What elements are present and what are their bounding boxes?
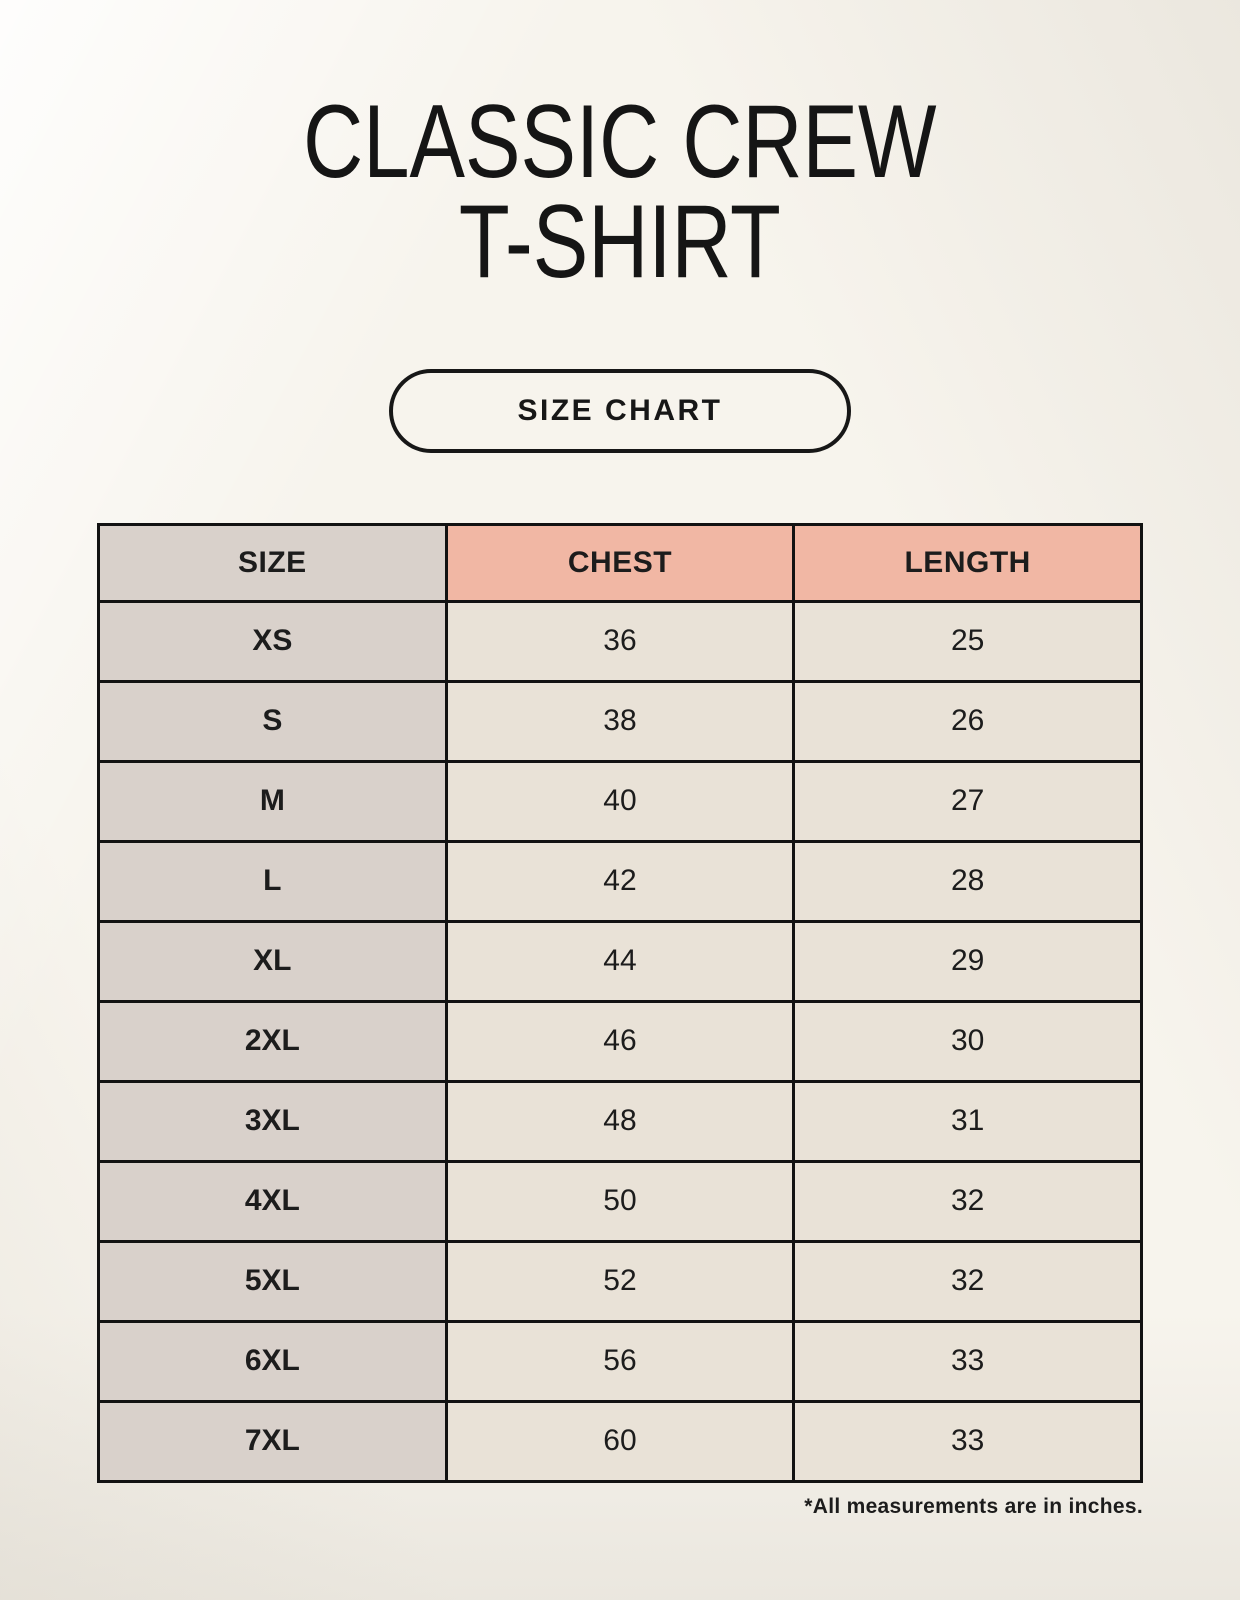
page-title-line-2: T-SHIRT: [458, 184, 782, 301]
table-row: [99, 1321, 1142, 1401]
length-cell: 32: [794, 1241, 1142, 1321]
column-header-chest: CHEST: [446, 524, 794, 601]
chest-cell: 36: [446, 601, 794, 681]
column-header-size: SIZE: [99, 524, 447, 601]
size-cell: M: [99, 761, 447, 841]
column-header-length: LENGTH: [794, 524, 1142, 601]
length-cell: 33: [794, 1321, 1142, 1401]
table-row: [99, 601, 1142, 681]
measurements-footnote: *All measurements are in inches.: [804, 1494, 1143, 1518]
table-row: [99, 921, 1142, 1001]
size-cell: 2XL: [99, 1001, 447, 1081]
size-cell: 4XL: [99, 1161, 447, 1241]
length-cell: 26: [794, 681, 1142, 761]
chest-cell: 52: [446, 1241, 794, 1321]
size-table-header: [99, 524, 1142, 601]
page-title: [303, 84, 937, 301]
table-row: [99, 1401, 1142, 1481]
chest-cell: 46: [446, 1001, 794, 1081]
size-cell: 3XL: [99, 1081, 447, 1161]
chest-cell: 40: [446, 761, 794, 841]
chest-cell: 48: [446, 1081, 794, 1161]
length-cell: 32: [794, 1161, 1142, 1241]
length-cell: 30: [794, 1001, 1142, 1081]
table-row: [99, 841, 1142, 921]
size-table: [97, 523, 1143, 1483]
header-row: [99, 524, 1142, 601]
table-row: [99, 1241, 1142, 1321]
length-cell: 29: [794, 921, 1142, 1001]
size-cell: XS: [99, 601, 447, 681]
length-cell: 27: [794, 761, 1142, 841]
chest-cell: 42: [446, 841, 794, 921]
size-cell: S: [99, 681, 447, 761]
length-cell: 28: [794, 841, 1142, 921]
table-row: [99, 761, 1142, 841]
chest-cell: 56: [446, 1321, 794, 1401]
chest-cell: 60: [446, 1401, 794, 1481]
length-cell: 25: [794, 601, 1142, 681]
table-row: [99, 681, 1142, 761]
size-cell: XL: [99, 921, 447, 1001]
table-row: [99, 1081, 1142, 1161]
size-cell: L: [99, 841, 447, 921]
size-cell: 6XL: [99, 1321, 447, 1401]
size-table-body: [99, 601, 1142, 1481]
table-row: [99, 1161, 1142, 1241]
length-cell: 33: [794, 1401, 1142, 1481]
table-row: [99, 1001, 1142, 1081]
length-cell: 31: [794, 1081, 1142, 1161]
chest-cell: 38: [446, 681, 794, 761]
size-table-container: [97, 523, 1143, 1519]
size-chart-button[interactable]: SIZE CHART: [389, 369, 851, 453]
chest-cell: 50: [446, 1161, 794, 1241]
page-title-line-1: CLASSIC CREW: [303, 84, 937, 200]
chest-cell: 44: [446, 921, 794, 1001]
size-cell: 7XL: [99, 1401, 447, 1481]
size-cell: 5XL: [99, 1241, 447, 1321]
